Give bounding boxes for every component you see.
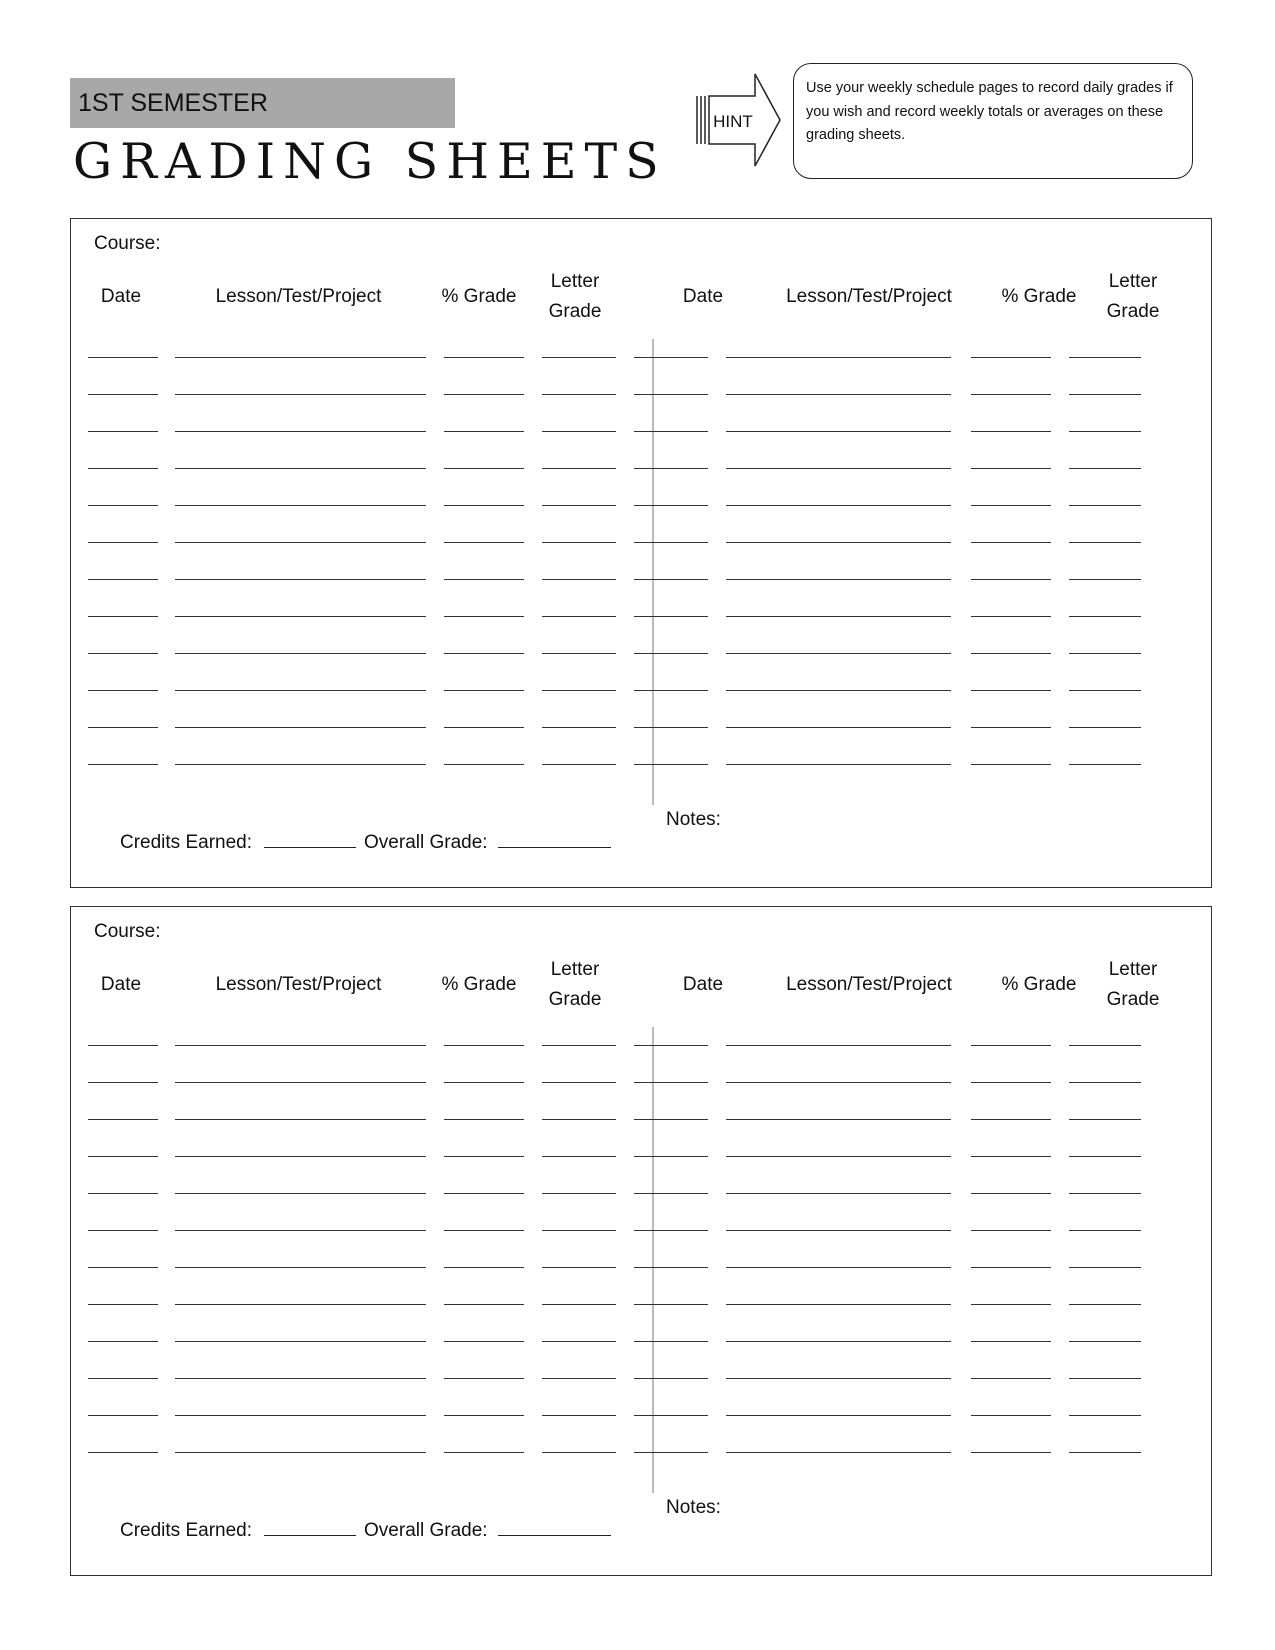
col-percent-left: % Grade bbox=[441, 974, 517, 995]
entry-line-percent-left[interactable] bbox=[444, 394, 524, 395]
entry-line-letter-right[interactable] bbox=[1069, 1156, 1141, 1157]
entry-line-letter-right[interactable] bbox=[1069, 468, 1141, 469]
entry-line-lesson-left[interactable] bbox=[175, 1156, 426, 1157]
entry-line-percent-left[interactable] bbox=[444, 616, 524, 617]
center-divider bbox=[652, 339, 654, 805]
entry-line-lesson-right[interactable] bbox=[726, 1267, 951, 1268]
entry-line-percent-right[interactable] bbox=[971, 1452, 1051, 1453]
entry-line-lesson-left[interactable] bbox=[175, 1341, 426, 1342]
overall-grade-field[interactable] bbox=[498, 1519, 611, 1536]
notes-label: Notes: bbox=[666, 809, 721, 830]
entry-line-letter-left[interactable] bbox=[542, 616, 616, 617]
entry-line-lesson-right[interactable] bbox=[726, 1341, 951, 1342]
credits-row bbox=[120, 1519, 611, 1542]
col-percent-left: % Grade bbox=[441, 286, 517, 307]
col-date-right: Date bbox=[682, 286, 724, 307]
entry-line-date-left[interactable] bbox=[88, 1415, 158, 1416]
entry-line-date-left[interactable] bbox=[88, 542, 158, 543]
entry-line-lesson-left[interactable] bbox=[175, 394, 426, 395]
entry-line-letter-left[interactable] bbox=[542, 505, 616, 506]
entry-line-percent-right[interactable] bbox=[971, 1045, 1051, 1046]
entry-line-date-right[interactable] bbox=[634, 653, 708, 654]
entry-line-letter-right[interactable] bbox=[1069, 1452, 1141, 1453]
col-lesson-left: Lesson/Test/Project bbox=[215, 286, 382, 307]
hint-label: HINT bbox=[713, 112, 753, 131]
entry-line-date-right[interactable] bbox=[634, 1230, 708, 1231]
entry-line-lesson-right[interactable] bbox=[726, 357, 951, 358]
entry-line-lesson-right[interactable] bbox=[726, 727, 951, 728]
entry-line-lesson-right[interactable] bbox=[726, 653, 951, 654]
entry-line-lesson-right[interactable] bbox=[726, 764, 951, 765]
entry-line-lesson-right[interactable] bbox=[726, 1082, 951, 1083]
overall-grade-label: Overall Grade: bbox=[364, 1520, 488, 1541]
entry-line-date-left[interactable] bbox=[88, 505, 158, 506]
entry-line-lesson-right[interactable] bbox=[726, 1452, 951, 1453]
entry-line-letter-right[interactable] bbox=[1069, 431, 1141, 432]
entry-line-lesson-left[interactable] bbox=[175, 1230, 426, 1231]
entry-line-letter-right[interactable] bbox=[1069, 357, 1141, 358]
entry-line-letter-right[interactable] bbox=[1069, 1230, 1141, 1231]
entry-line-percent-left[interactable] bbox=[444, 1119, 524, 1120]
entry-line-percent-left[interactable] bbox=[444, 505, 524, 506]
entry-line-date-right[interactable] bbox=[634, 1378, 708, 1379]
entry-line-percent-right[interactable] bbox=[971, 1156, 1051, 1157]
entry-line-lesson-left[interactable] bbox=[175, 616, 426, 617]
semester-label: 1ST SEMESTER bbox=[78, 89, 268, 117]
entry-line-percent-right[interactable] bbox=[971, 468, 1051, 469]
entry-line-percent-left[interactable] bbox=[444, 1267, 524, 1268]
entry-line-letter-left[interactable] bbox=[542, 1082, 616, 1083]
entry-line-lesson-right[interactable] bbox=[726, 690, 951, 691]
entry-line-letter-left[interactable] bbox=[542, 1304, 616, 1305]
entry-line-letter-left[interactable] bbox=[542, 727, 616, 728]
entry-line-lesson-left[interactable] bbox=[175, 1378, 426, 1379]
entry-line-date-left[interactable] bbox=[88, 1193, 158, 1194]
credits-row bbox=[120, 831, 611, 854]
entry-line-percent-right[interactable] bbox=[971, 1193, 1051, 1194]
entry-line-letter-left[interactable] bbox=[542, 1230, 616, 1231]
entry-line-date-right[interactable] bbox=[634, 542, 708, 543]
col-lesson-left: Lesson/Test/Project bbox=[215, 974, 382, 995]
overall-grade-label: Overall Grade: bbox=[364, 832, 488, 853]
hint-box bbox=[793, 63, 1193, 179]
entry-line-lesson-left[interactable] bbox=[175, 357, 426, 358]
credits-earned-field[interactable] bbox=[264, 831, 356, 848]
entry-line-date-left[interactable] bbox=[88, 1378, 158, 1379]
entry-line-letter-right[interactable] bbox=[1069, 764, 1141, 765]
entry-line-date-left[interactable] bbox=[88, 1230, 158, 1231]
entry-line-date-left[interactable] bbox=[88, 616, 158, 617]
entry-line-lesson-left[interactable] bbox=[175, 1045, 426, 1046]
semester-banner bbox=[70, 78, 455, 128]
entry-line-date-right[interactable] bbox=[634, 690, 708, 691]
entry-line-letter-right[interactable] bbox=[1069, 1193, 1141, 1194]
overall-grade-field[interactable] bbox=[498, 831, 611, 848]
entry-line-letter-right[interactable] bbox=[1069, 1378, 1141, 1379]
entry-line-lesson-left[interactable] bbox=[175, 1415, 426, 1416]
entry-line-lesson-left[interactable] bbox=[175, 1119, 426, 1120]
entry-line-lesson-right[interactable] bbox=[726, 1193, 951, 1194]
entry-line-lesson-left[interactable] bbox=[175, 764, 426, 765]
entry-line-lesson-right[interactable] bbox=[726, 1230, 951, 1231]
col-date-left: Date bbox=[100, 974, 142, 995]
entry-line-lesson-right[interactable] bbox=[726, 468, 951, 469]
entry-line-percent-left[interactable] bbox=[444, 1045, 524, 1046]
course-label: Course: bbox=[94, 921, 161, 942]
col-letter-right: Letter Grade bbox=[1106, 271, 1160, 322]
entry-line-date-right[interactable] bbox=[634, 431, 708, 432]
grading-sheet-2 bbox=[70, 906, 1212, 1576]
entry-line-percent-left[interactable] bbox=[444, 1452, 524, 1453]
entry-line-date-right[interactable] bbox=[634, 1156, 708, 1157]
entry-line-date-left[interactable] bbox=[88, 579, 158, 580]
entry-line-percent-right[interactable] bbox=[971, 1082, 1051, 1083]
entry-line-date-left[interactable] bbox=[88, 357, 158, 358]
entry-line-letter-right[interactable] bbox=[1069, 505, 1141, 506]
entry-line-percent-right[interactable] bbox=[971, 764, 1051, 765]
entry-line-lesson-left[interactable] bbox=[175, 1452, 426, 1453]
entry-line-date-left[interactable] bbox=[88, 1452, 158, 1453]
entry-line-percent-left[interactable] bbox=[444, 579, 524, 580]
entry-line-letter-right[interactable] bbox=[1069, 1304, 1141, 1305]
entry-line-date-left[interactable] bbox=[88, 1119, 158, 1120]
entry-line-lesson-left[interactable] bbox=[175, 431, 426, 432]
entry-line-percent-right[interactable] bbox=[971, 579, 1051, 580]
entry-line-date-right[interactable] bbox=[634, 1304, 708, 1305]
entry-line-letter-left[interactable] bbox=[542, 1341, 616, 1342]
entry-line-letter-left[interactable] bbox=[542, 1267, 616, 1268]
entry-line-letter-right[interactable] bbox=[1069, 579, 1141, 580]
notes-label: Notes: bbox=[666, 1497, 721, 1518]
entry-line-date-left[interactable] bbox=[88, 1156, 158, 1157]
entry-line-date-right[interactable] bbox=[634, 505, 708, 506]
entry-line-letter-left[interactable] bbox=[542, 468, 616, 469]
entry-line-lesson-left[interactable] bbox=[175, 1267, 426, 1268]
entry-line-date-right[interactable] bbox=[634, 1082, 708, 1083]
entry-line-date-right[interactable] bbox=[634, 1119, 708, 1120]
entry-line-lesson-right[interactable] bbox=[726, 1378, 951, 1379]
entry-line-lesson-right[interactable] bbox=[726, 1304, 951, 1305]
entry-line-percent-left[interactable] bbox=[444, 653, 524, 654]
entry-line-date-left[interactable] bbox=[88, 1045, 158, 1046]
entry-line-letter-left[interactable] bbox=[542, 1156, 616, 1157]
entry-line-percent-right[interactable] bbox=[971, 1267, 1051, 1268]
entry-line-letter-left[interactable] bbox=[542, 542, 616, 543]
entry-line-letter-right[interactable] bbox=[1069, 653, 1141, 654]
entry-line-lesson-left[interactable] bbox=[175, 1082, 426, 1083]
entry-line-lesson-left[interactable] bbox=[175, 468, 426, 469]
entry-line-percent-left[interactable] bbox=[444, 1230, 524, 1231]
entry-line-percent-left[interactable] bbox=[444, 1304, 524, 1305]
entry-line-letter-left[interactable] bbox=[542, 653, 616, 654]
entry-line-lesson-right[interactable] bbox=[726, 1156, 951, 1157]
entry-line-percent-left[interactable] bbox=[444, 1156, 524, 1157]
col-lesson-right: Lesson/Test/Project bbox=[786, 974, 952, 995]
entry-line-date-right[interactable] bbox=[634, 616, 708, 617]
entry-line-lesson-right[interactable] bbox=[726, 431, 951, 432]
entry-line-letter-left[interactable] bbox=[542, 431, 616, 432]
entry-line-percent-right[interactable] bbox=[971, 505, 1051, 506]
entry-line-lesson-right[interactable] bbox=[726, 1415, 951, 1416]
entry-line-date-right[interactable] bbox=[634, 1267, 708, 1268]
entry-line-letter-right[interactable] bbox=[1069, 1045, 1141, 1046]
entry-line-lesson-right[interactable] bbox=[726, 505, 951, 506]
entry-line-date-left[interactable] bbox=[88, 690, 158, 691]
entry-line-letter-right[interactable] bbox=[1069, 1341, 1141, 1342]
entry-line-letter-left[interactable] bbox=[542, 357, 616, 358]
entry-line-letter-left[interactable] bbox=[542, 1452, 616, 1453]
entry-line-letter-right[interactable] bbox=[1069, 690, 1141, 691]
entry-line-letter-right[interactable] bbox=[1069, 1267, 1141, 1268]
entry-line-letter-left[interactable] bbox=[542, 1119, 616, 1120]
entry-line-date-right[interactable] bbox=[634, 1193, 708, 1194]
entry-line-lesson-right[interactable] bbox=[726, 579, 951, 580]
entry-line-lesson-left[interactable] bbox=[175, 505, 426, 506]
entry-line-letter-right[interactable] bbox=[1069, 1119, 1141, 1120]
col-lesson-right: Lesson/Test/Project bbox=[786, 286, 952, 307]
entry-line-date-right[interactable] bbox=[634, 579, 708, 580]
entry-line-letter-left[interactable] bbox=[542, 1193, 616, 1194]
entry-line-date-right[interactable] bbox=[634, 468, 708, 469]
entry-line-percent-right[interactable] bbox=[971, 1341, 1051, 1342]
entry-line-lesson-right[interactable] bbox=[726, 542, 951, 543]
entry-line-percent-right[interactable] bbox=[971, 1415, 1051, 1416]
center-divider bbox=[652, 1027, 654, 1493]
entry-line-percent-right[interactable] bbox=[971, 1119, 1051, 1120]
entry-line-lesson-right[interactable] bbox=[726, 1045, 951, 1046]
entry-line-percent-left[interactable] bbox=[444, 1082, 524, 1083]
entry-line-date-left[interactable] bbox=[88, 1341, 158, 1342]
entry-line-date-right[interactable] bbox=[634, 1415, 708, 1416]
col-date-right: Date bbox=[682, 974, 724, 995]
entry-line-percent-left[interactable] bbox=[444, 1415, 524, 1416]
entry-line-lesson-right[interactable] bbox=[726, 1119, 951, 1120]
entry-line-letter-right[interactable] bbox=[1069, 727, 1141, 728]
entry-line-percent-right[interactable] bbox=[971, 1378, 1051, 1379]
entry-line-date-right[interactable] bbox=[634, 357, 708, 358]
col-percent-right: % Grade bbox=[1001, 286, 1077, 307]
entry-line-percent-right[interactable] bbox=[971, 542, 1051, 543]
entry-line-date-left[interactable] bbox=[88, 764, 158, 765]
entry-line-date-left[interactable] bbox=[88, 727, 158, 728]
entry-line-percent-right[interactable] bbox=[971, 357, 1051, 358]
entry-line-letter-left[interactable] bbox=[542, 1415, 616, 1416]
entry-line-percent-left[interactable] bbox=[444, 1341, 524, 1342]
entry-line-lesson-left[interactable] bbox=[175, 653, 426, 654]
entry-line-date-left[interactable] bbox=[88, 1082, 158, 1083]
entry-line-date-left[interactable] bbox=[88, 653, 158, 654]
entry-line-lesson-left[interactable] bbox=[175, 690, 426, 691]
entry-line-date-left[interactable] bbox=[88, 394, 158, 395]
entry-line-percent-right[interactable] bbox=[971, 1230, 1051, 1231]
entry-line-percent-left[interactable] bbox=[444, 764, 524, 765]
entry-line-lesson-left[interactable] bbox=[175, 1193, 426, 1194]
entry-line-percent-right[interactable] bbox=[971, 653, 1051, 654]
entry-line-percent-left[interactable] bbox=[444, 727, 524, 728]
entry-line-letter-left[interactable] bbox=[542, 1045, 616, 1046]
col-letter-left: Letter Grade bbox=[548, 271, 602, 322]
entry-line-date-right[interactable] bbox=[634, 727, 708, 728]
entry-line-lesson-left[interactable] bbox=[175, 1304, 426, 1305]
entry-line-letter-right[interactable] bbox=[1069, 394, 1141, 395]
credits-earned-field[interactable] bbox=[264, 1519, 356, 1536]
col-letter-right: Letter Grade bbox=[1106, 959, 1160, 1010]
entry-line-date-left[interactable] bbox=[88, 1267, 158, 1268]
entry-line-percent-left[interactable] bbox=[444, 357, 524, 358]
entry-line-letter-left[interactable] bbox=[542, 690, 616, 691]
entry-line-percent-left[interactable] bbox=[444, 690, 524, 691]
entry-line-percent-right[interactable] bbox=[971, 431, 1051, 432]
entry-line-lesson-right[interactable] bbox=[726, 394, 951, 395]
credits-earned-label: Credits Earned: bbox=[120, 832, 253, 853]
entry-line-date-right[interactable] bbox=[634, 1045, 708, 1046]
hint-arrow-icon bbox=[695, 70, 785, 170]
page-title: GRADING SHEETS bbox=[73, 133, 667, 190]
entry-line-percent-left[interactable] bbox=[444, 1378, 524, 1379]
entry-line-percent-right[interactable] bbox=[971, 727, 1051, 728]
entry-line-letter-left[interactable] bbox=[542, 764, 616, 765]
col-percent-right: % Grade bbox=[1001, 974, 1077, 995]
entry-line-letter-left[interactable] bbox=[542, 1378, 616, 1379]
entry-line-lesson-left[interactable] bbox=[175, 579, 426, 580]
entry-line-percent-left[interactable] bbox=[444, 468, 524, 469]
entry-line-date-right[interactable] bbox=[634, 1341, 708, 1342]
entry-line-letter-right[interactable] bbox=[1069, 1415, 1141, 1416]
entry-line-letter-right[interactable] bbox=[1069, 1082, 1141, 1083]
entry-line-letter-right[interactable] bbox=[1069, 542, 1141, 543]
entry-line-lesson-left[interactable] bbox=[175, 542, 426, 543]
entry-line-percent-right[interactable] bbox=[971, 394, 1051, 395]
entry-line-lesson-right[interactable] bbox=[726, 616, 951, 617]
entry-line-date-left[interactable] bbox=[88, 468, 158, 469]
entry-line-letter-left[interactable] bbox=[542, 394, 616, 395]
col-letter-left: Letter Grade bbox=[548, 959, 602, 1010]
hint-text: Use your weekly schedule pages to record daily grades if you wish and record weekly totals or averages on these grading sheets. bbox=[806, 80, 1173, 143]
entry-line-letter-right[interactable] bbox=[1069, 616, 1141, 617]
credits-earned-label: Credits Earned: bbox=[120, 1520, 253, 1541]
entry-line-percent-right[interactable] bbox=[971, 1304, 1051, 1305]
course-label: Course: bbox=[94, 233, 161, 254]
col-date-left: Date bbox=[100, 286, 142, 307]
entry-line-date-left[interactable] bbox=[88, 1304, 158, 1305]
entry-line-date-left[interactable] bbox=[88, 431, 158, 432]
entry-line-lesson-left[interactable] bbox=[175, 727, 426, 728]
entry-line-percent-left[interactable] bbox=[444, 1193, 524, 1194]
entry-line-date-right[interactable] bbox=[634, 394, 708, 395]
entry-line-percent-left[interactable] bbox=[444, 431, 524, 432]
grading-sheet-1 bbox=[70, 218, 1212, 888]
entry-line-percent-left[interactable] bbox=[444, 542, 524, 543]
entry-line-letter-left[interactable] bbox=[542, 579, 616, 580]
entry-line-date-right[interactable] bbox=[634, 764, 708, 765]
entry-line-percent-right[interactable] bbox=[971, 690, 1051, 691]
entry-line-date-right[interactable] bbox=[634, 1452, 708, 1453]
entry-line-percent-right[interactable] bbox=[971, 616, 1051, 617]
